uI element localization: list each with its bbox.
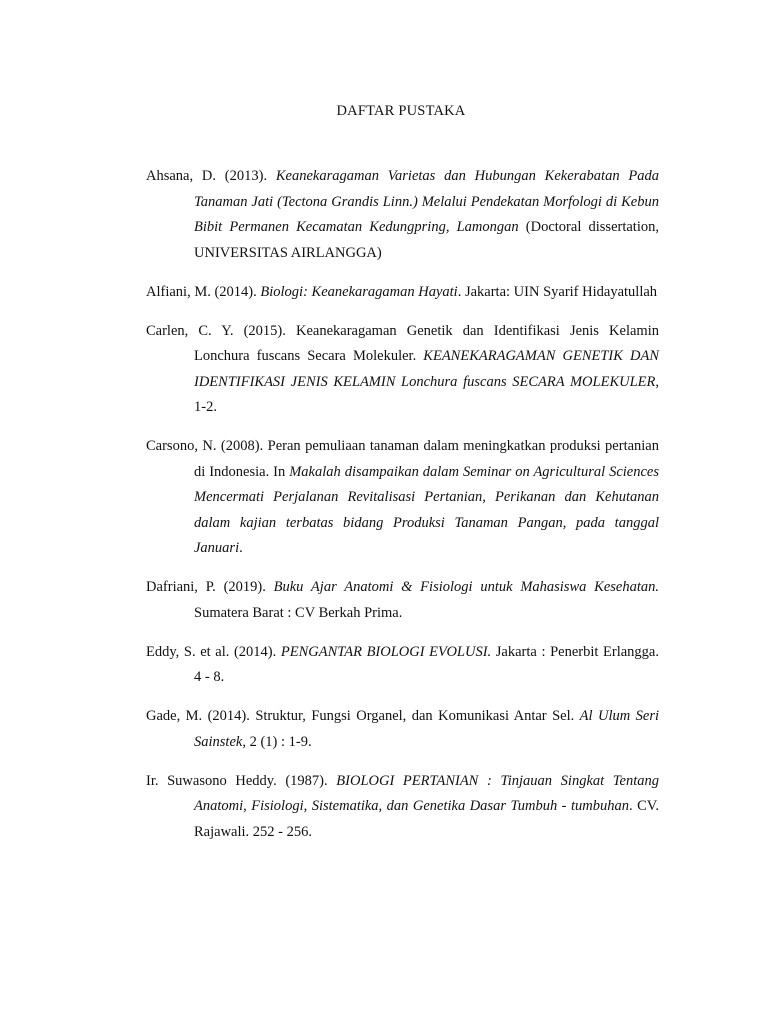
reference-text: Dafriani, P. (2019). bbox=[146, 579, 274, 595]
reference-title: PENGANTAR BIOLOGI EVOLUSI. bbox=[280, 643, 492, 660]
reference-title: Biologi: Keanekaragaman Hayati bbox=[260, 283, 458, 300]
reference-text: Sumatera Barat : CV Berkah Prima. bbox=[194, 604, 403, 621]
reference-entry bbox=[146, 704, 659, 755]
reference-text: Gade, M. (2014). Struktur, Fungsi Organel, dan Komunikasi Antar Sel. bbox=[146, 708, 580, 724]
reference-entry bbox=[146, 319, 659, 421]
reference-entry bbox=[146, 434, 659, 562]
reference-text: Jakarta : Penerbit Erlangga. 4 - 8. bbox=[194, 643, 659, 685]
reference-text: Carsono, N. (2008). Peran pemuliaan tanaman dalam meningkatkan produksi pertanian di Indonesia. In bbox=[146, 438, 659, 480]
reference-text: Ahsana, D. (2013). bbox=[146, 168, 276, 184]
reference-text: , 1-2. bbox=[194, 373, 659, 415]
reference-title: KEANEKARAGAMAN GENETIK DAN IDENTIFIKASI JENIS KELAMIN Lonchura fuscans SECARA MOLEKULER bbox=[194, 348, 660, 390]
reference-text: Ir. Suwasono Heddy. (1987). bbox=[146, 772, 337, 789]
reference-entry bbox=[146, 280, 659, 306]
reference-text: Eddy, S. et al. (2014). bbox=[146, 643, 281, 660]
reference-text: . Jakarta: UIN Syarif Hidayatullah bbox=[457, 283, 658, 300]
reference-text: , 2 (1) : 1-9. bbox=[242, 733, 312, 750]
reference-text: . CV. Rajawali. 252 - 256. bbox=[194, 798, 659, 840]
page-title: DAFTAR PUSTAKA bbox=[336, 103, 466, 119]
reference-title: Makalah disampaikan dalam Seminar on Agricultural Sciences Mencermati Perjalanan Revitalisasi Pertanian, Perikanan dan Kehutanan dalam kajian terbatas bidang Produksi Tanaman Pangan, pada tanggal Januari bbox=[194, 463, 660, 556]
reference-text: Alfiani, M. (2014). bbox=[146, 283, 261, 300]
reference-list bbox=[146, 164, 659, 859]
reference-title: Keanekaragaman Varietas dan Hubungan Kekerabatan Pada Tanaman Jati (Tectona Grandis Linn.) Melalui Pendekatan Morfologi di Kebun Bibit Permanen Kecamatan Kedungpring, Lamongan bbox=[194, 168, 659, 235]
reference-text: . bbox=[239, 540, 243, 556]
reference-text: Carlen, C. Y. (2015). Keanekaragaman Genetik dan Identifikasi Jenis Kelamin Lonchura fuscans Secara Molekuler. bbox=[146, 322, 659, 364]
reference-entry bbox=[146, 769, 659, 846]
reference-entry bbox=[146, 640, 659, 691]
reference-entry bbox=[146, 164, 659, 266]
reference-entry bbox=[146, 575, 659, 626]
reference-text: (Doctoral dissertation, UNIVERSITAS AIRLANGGA) bbox=[194, 219, 659, 261]
reference-title: BIOLOGI PERTANIAN : Tinjauan Singkat Tentang Anatomi, Fisiologi, Sistematika, dan Genetika Dasar Tumbuh - tumbuhan bbox=[194, 772, 659, 814]
reference-title: Al Ulum Seri Sainstek bbox=[194, 708, 659, 750]
reference-title: Buku Ajar Anatomi & Fisiologi untuk Mahasiswa Kesehatan. bbox=[273, 579, 659, 595]
